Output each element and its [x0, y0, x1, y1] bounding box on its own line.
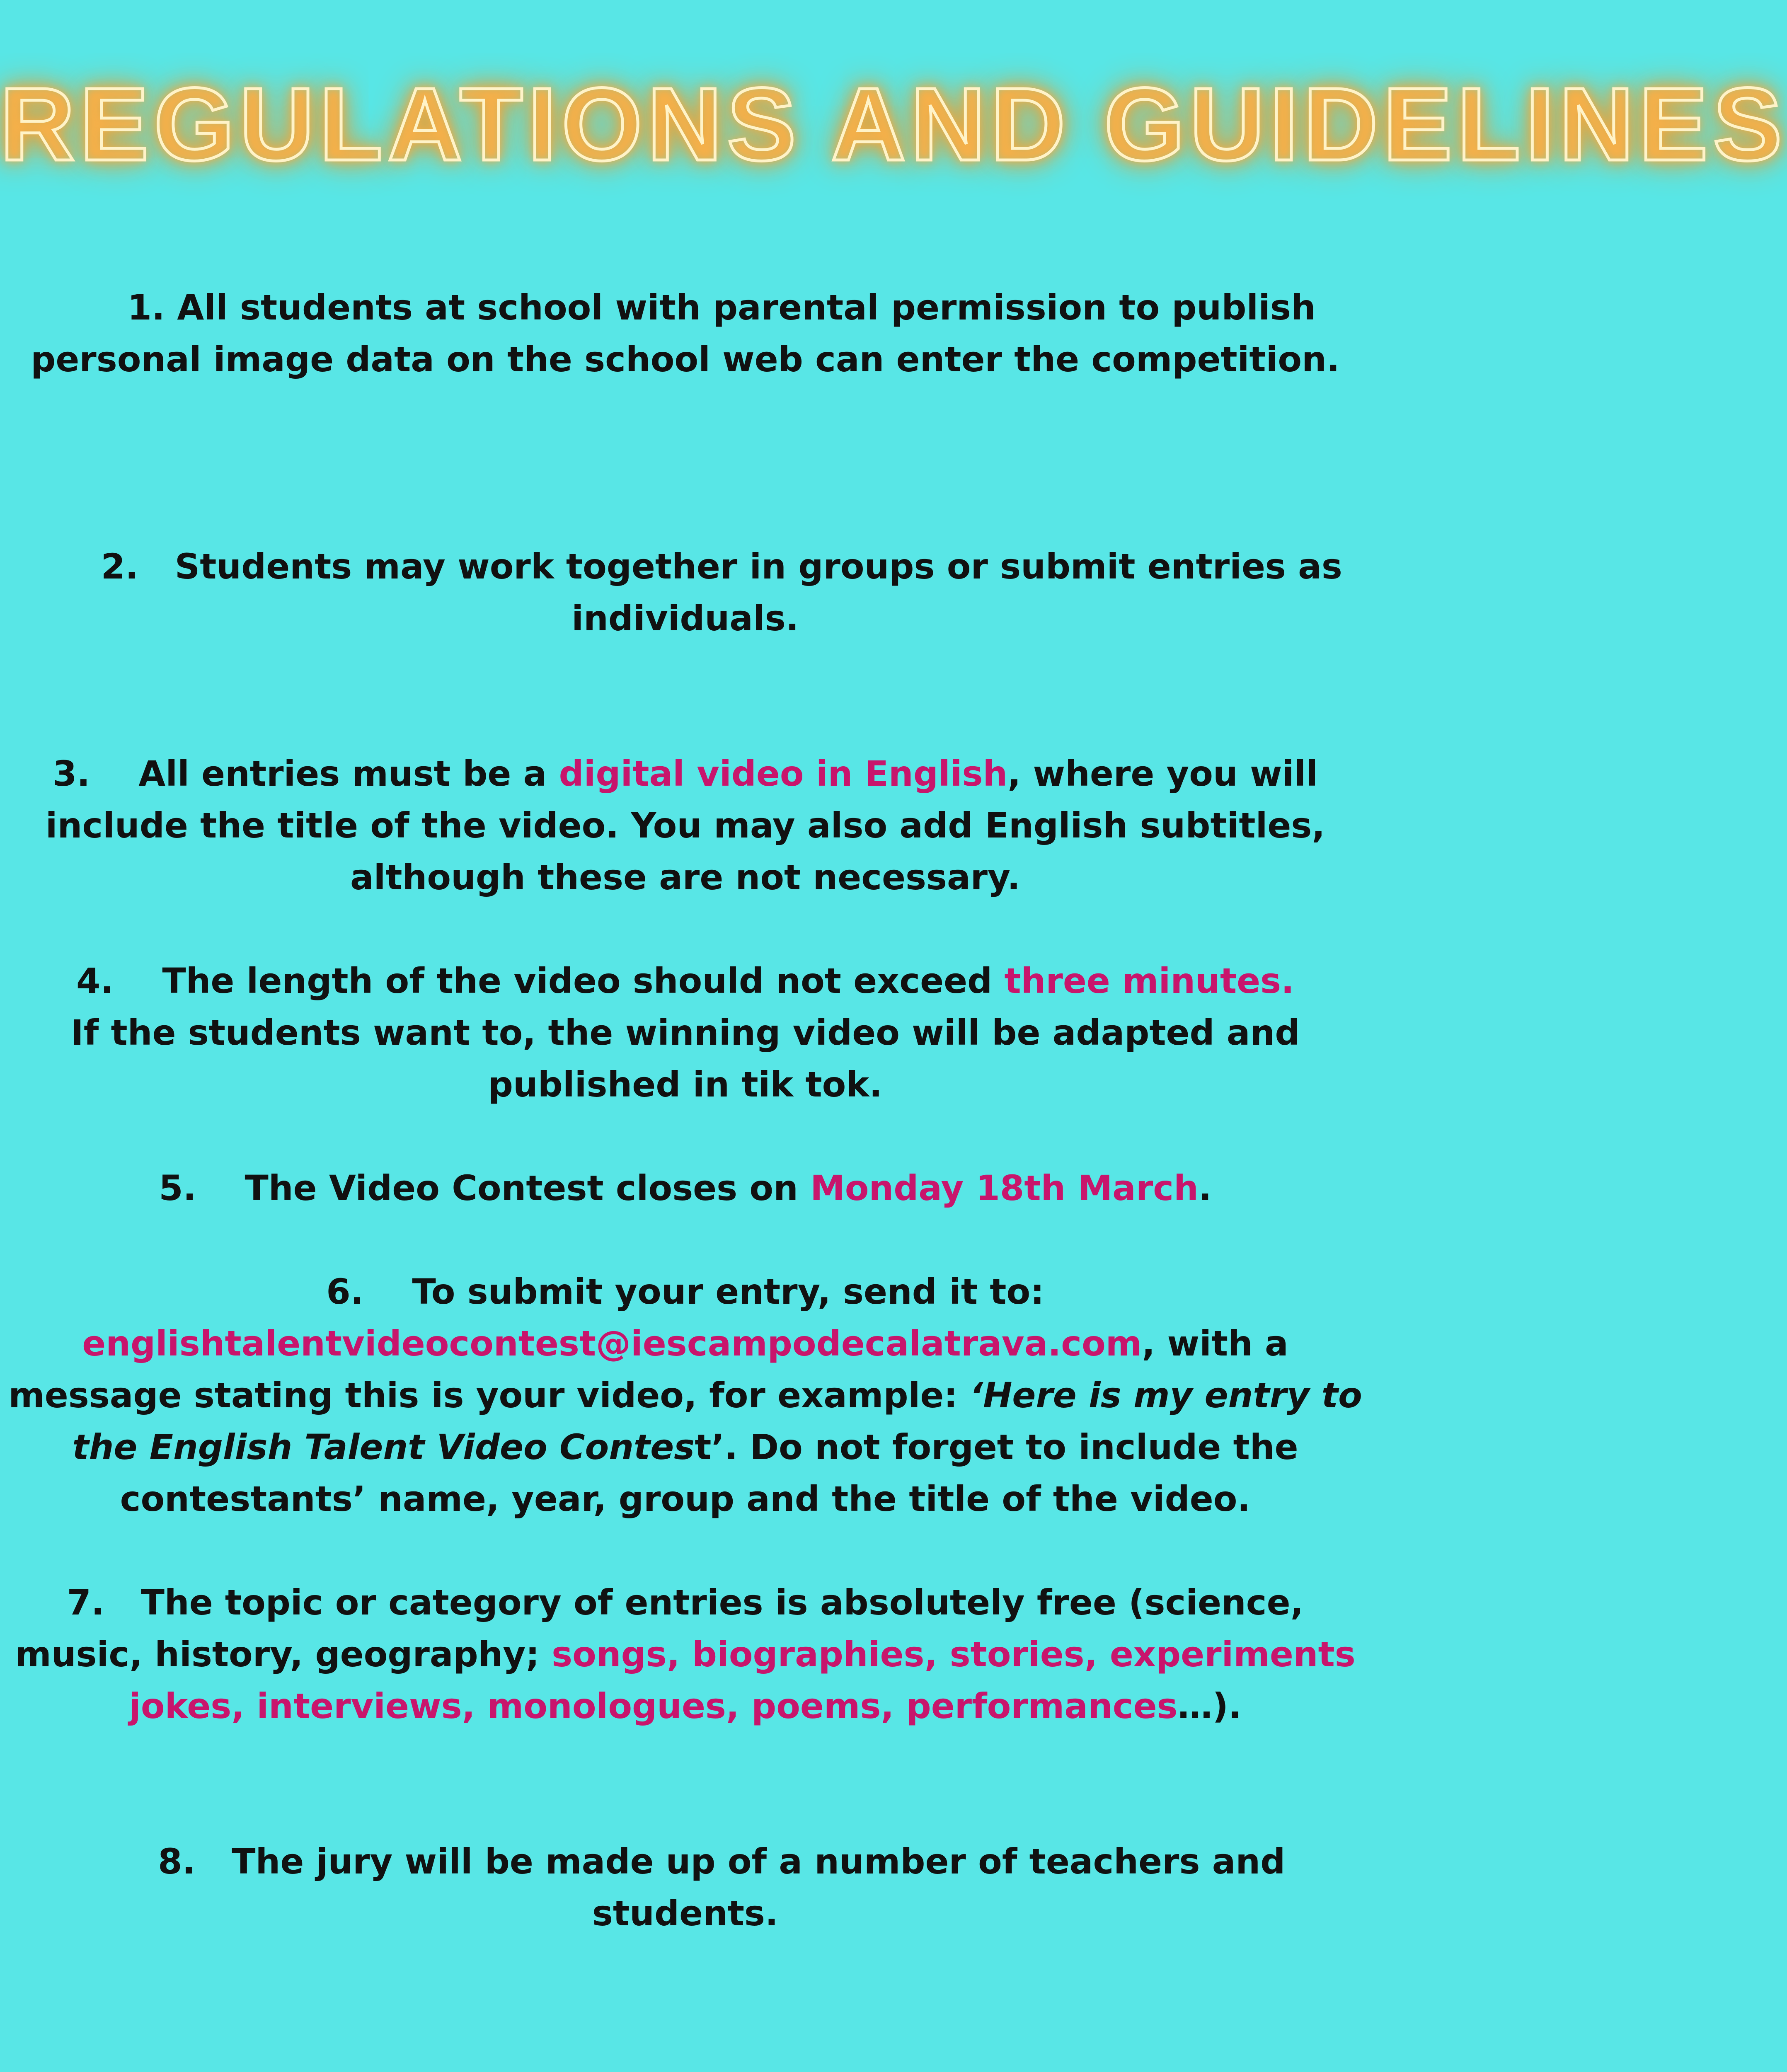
rule-3: [7, 748, 1363, 903]
rule-4-text-end: If the students want to, the winning video will be adapted and published in tik tok.: [70, 1012, 1312, 1105]
rule-8-text: 8. The jury will be made up of a number of teachers and students.: [158, 1841, 1298, 1934]
rule-6-quote-open: ‘: [970, 1375, 983, 1416]
rule-4: [7, 955, 1363, 1111]
rule-6-example: Here is my entry to the English Talent Video Contes: [72, 1375, 1375, 1467]
rule-5: [7, 1162, 1363, 1214]
rule-1: [7, 230, 1363, 437]
rule-3-text-end: , where you will include the title of the video. You may also add English subtitles, although these are not necessary.: [45, 753, 1337, 898]
rule-7: [7, 1577, 1368, 1732]
rule-2: [7, 489, 1363, 696]
rule-9: [7, 2043, 1363, 2072]
rules-list: [0, 230, 1375, 2072]
rule-3-highlight: digital video in English: [559, 753, 1008, 794]
rule-6-text-middle: , with a message stating this is your video, for example:: [8, 1323, 1300, 1416]
rule-6: [7, 1266, 1375, 1525]
rule-3-text: 3. All entries must be a: [52, 753, 559, 794]
rule-5-text: 5. The Video Contest closes on: [159, 1168, 811, 1208]
rule-6-example-end: t: [695, 1427, 712, 1467]
rule-8: [7, 1784, 1363, 1991]
rule-7-text: 7. The topic or category of entries is absolutely free (science, music, history, geography;: [15, 1582, 1316, 1675]
page-title: REGULATIONS AND GUIDELINES: [0, 66, 1787, 182]
rule-6-quote-close: ’: [711, 1427, 725, 1467]
rule-7-highlight: songs, biographies, stories, experiments jokes, interviews, monologues, poems, performances: [129, 1634, 1368, 1726]
rule-7-text-end: …).: [1177, 1686, 1242, 1726]
rule-6-text: 6. To submit your entry, send it to:: [326, 1271, 1044, 1312]
rule-4-text: 4. The length of the video should not exceed: [76, 961, 1005, 1001]
rule-6-text-end: . Do not forget to include the contestants’ name, year, group and the title of the video.: [120, 1427, 1310, 1519]
contest-email-link[interactable]: englishtalentvideocontest@iescampodecalatrava.com: [82, 1323, 1142, 1364]
rule-1-text: 1. All students at school with parental permission to publish personal image data on the school web can enter the competition.: [31, 287, 1340, 380]
rule-2-text: 2. Students may work together in groups or submit entries as individuals.: [101, 546, 1355, 639]
rule-4-highlight: three minutes.: [1004, 961, 1294, 1001]
rule-5-text-end: .: [1198, 1168, 1212, 1208]
rule-5-highlight: Monday 18th March: [810, 1168, 1199, 1208]
